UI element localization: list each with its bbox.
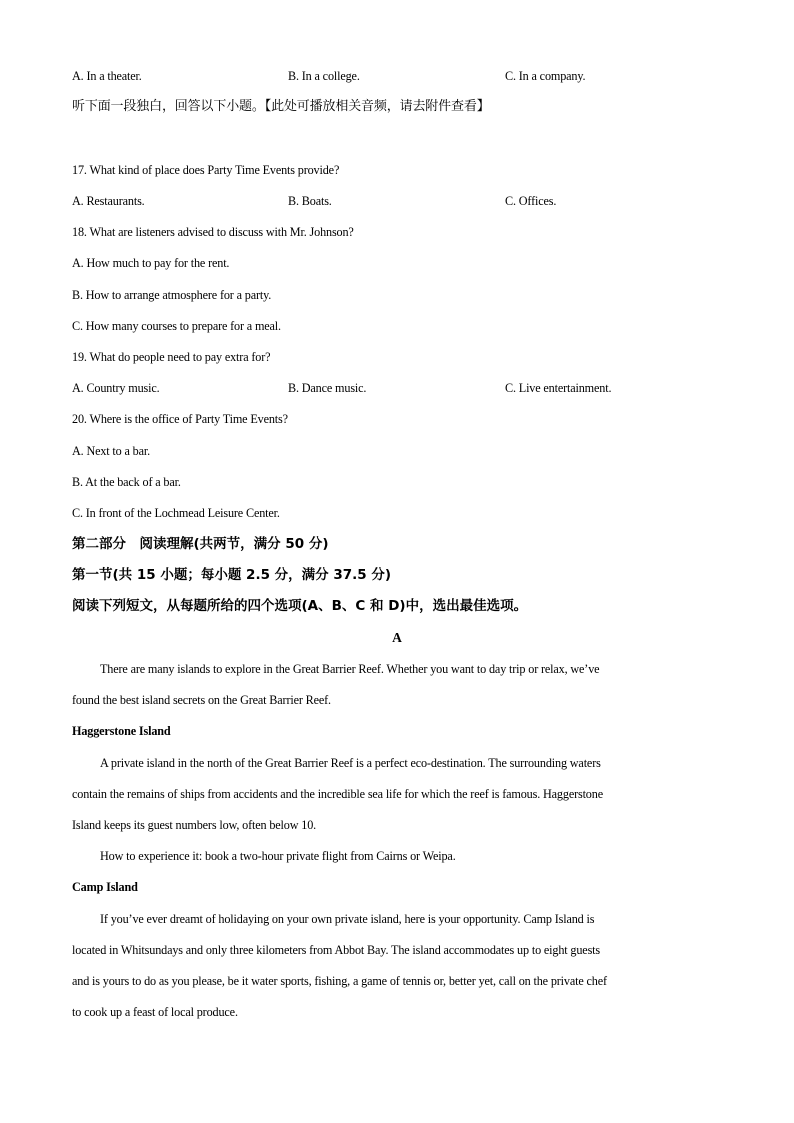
q20-option-c: C. In front of the Lochmead Leisure Center.: [72, 506, 280, 520]
camp-line-2: located in Whitsundays and only three kilometers from Abbot Bay. The island accommodates up to eight guests: [72, 943, 600, 957]
q19-option-a: A. Country music.: [72, 381, 160, 395]
q20-option-b: B. At the back of a bar.: [72, 475, 181, 489]
q17-option-a: A. Restaurants.: [72, 194, 145, 208]
passage-intro-line-2: found the best island secrets on the Great Barrier Reef.: [72, 693, 331, 707]
camp-line-1: If you’ve ever dreamt of holidaying on your own private island, here is your opportunity. Camp Island is: [100, 912, 595, 926]
q16-option-c: C. In a company.: [505, 69, 586, 83]
camp-line-4: to cook up a feast of local produce.: [72, 1005, 238, 1019]
q20-option-a: A. Next to a bar.: [72, 444, 151, 458]
q17-question: 17. What kind of place does Party Time Events provide?: [72, 163, 340, 177]
q16-option-b: B. In a college.: [288, 69, 360, 83]
passage-intro-line-1: There are many islands to explore in the Great Barrier Reef. Whether you want to day trip or relax, we’ve: [100, 662, 600, 676]
haggerstone-line-2: contain the remains of ships from accidents and the incredible sea life for which the reef is famous. Haggerstone: [72, 787, 603, 801]
q18-option-a: A. How much to pay for the rent.: [72, 256, 230, 270]
haggerstone-line-4: How to experience it: book a two-hour private flight from Cairns or Weipa.: [100, 849, 456, 863]
q19-option-b: B. Dance music.: [288, 381, 367, 395]
q17-option-c: C. Offices.: [505, 194, 557, 208]
passage-label: A: [392, 630, 402, 645]
q17-option-b: B. Boats.: [288, 194, 332, 208]
q19-option-c: C. Live entertainment.: [505, 381, 612, 395]
listening-instruction: 听下面一段独白，回答以下小题。【此处可播放相关音频，请去附件查看】: [72, 99, 490, 114]
q16-option-a: A. In a theater.: [72, 69, 142, 83]
section1-heading: 第一节(共 15 小题；每小题 2.5 分，满分 37.5 分): [72, 567, 392, 583]
q19-question: 19. What do people need to pay extra for?: [72, 350, 271, 364]
camp-island-title: Camp Island: [72, 880, 138, 894]
haggerstone-line-3: Island keeps its guest numbers low, often below 10.: [72, 818, 317, 832]
part2-heading: 第二部分 阅读理解(共两节，满分 50 分): [72, 536, 329, 552]
reading-instruction: 阅读下列短文，从每题所给的四个选项(A、B、C 和 D)中，选出最佳选项。: [72, 598, 528, 614]
q18-option-b: B. How to arrange atmosphere for a party.: [72, 288, 272, 302]
haggerstone-island-title: Haggerstone Island: [72, 724, 171, 738]
q18-question: 18. What are listeners advised to discuss with Mr. Johnson?: [72, 225, 354, 239]
q20-question: 20. Where is the office of Party Time Events?: [72, 412, 288, 426]
haggerstone-line-1: A private island in the north of the Great Barrier Reef is a perfect eco-destination. The surrounding waters: [100, 756, 601, 770]
camp-line-3: and is yours to do as you please, be it water sports, fishing, a game of tennis or, better yet, call on the private chef: [72, 974, 607, 988]
q18-option-c: C. How many courses to prepare for a meal.: [72, 319, 281, 333]
